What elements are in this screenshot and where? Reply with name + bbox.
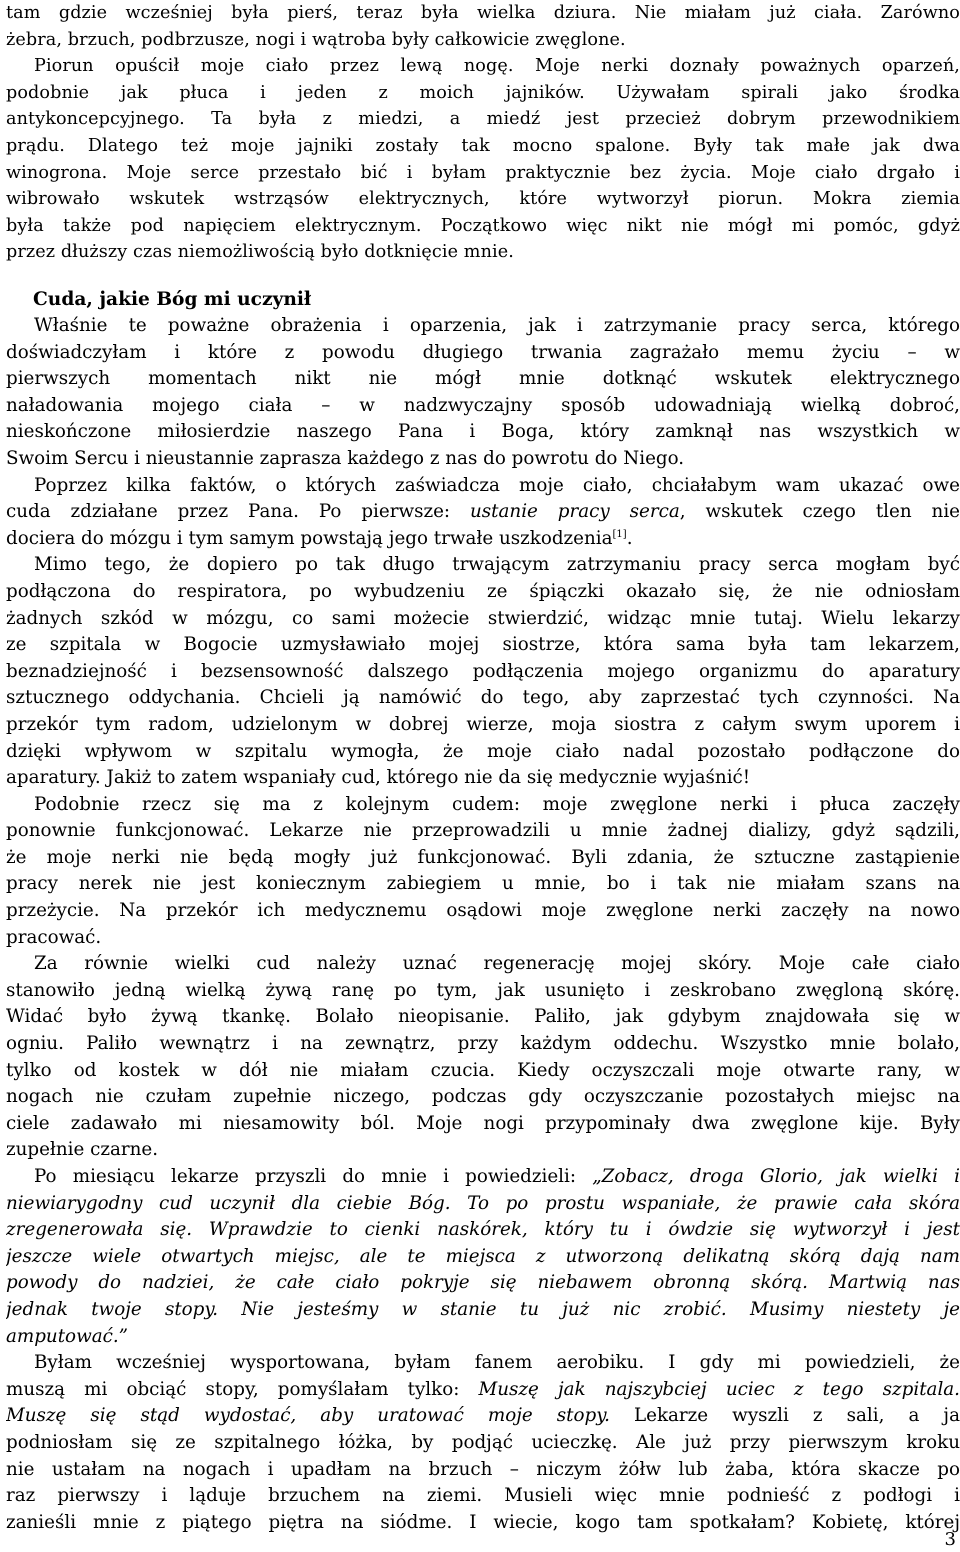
text-line [6,1297,960,1324]
text-line: tam gdzie wcześniej była pierś, teraz była wielka dziura. Nie miałam już ciała. Zarówno [6,3,960,23]
text-run: Po miesiącu lekarze przyszli do mnie i powiedzieli: [34,1166,577,1187]
text-line: Za równie wielki cud należy uznać regenerację mojej skóry. Moje całe ciało [34,953,960,975]
text-line [6,1217,960,1244]
text-line: Podobnie rzecz się ma z kolejnym cudem: moje zwęglone nerki i płuca zaczęły [34,793,960,815]
text-line: Swoim Sercu i nieustannie zaprasza każdego z nas do powrotu do Niego. [6,447,685,469]
text-line: przez dłuższy czas niemożliwością było dotknięcie mnie. [6,242,514,263]
text-line [6,526,960,553]
text-line: podniosłam się ze szpitalnego łóżka, by podjąć ucieczkę. Ale już przy pierwszym kroku [6,1431,960,1453]
section-heading: Cuda, jakie Bóg mi uczynił [33,289,312,310]
text-line: ze szpitala w Bogocie uzmysławiało mojej siostrze, która sama była tam lekarzem, [6,634,960,656]
text-line: tylko od kostek w dół nie miałam czucia. Kiedy oczyszczali moje otwarte rany, w [6,1059,960,1081]
text-run: muszą mi obciąć stopy, pomyślałam tylko: [6,1378,460,1400]
emphasis: amputować.” [6,1325,129,1347]
text-line: podobnie jak płuca i jeden z moich jajników. Używałam spirali jako środka [6,82,960,103]
section-body [6,313,960,1536]
emphasis: powody do nadziei, że całe ciało pokryje się niebawem obronną skórą. Martwią nas [6,1272,960,1294]
intro-paragraphs [6,0,960,266]
text-line [6,1403,960,1430]
text-line: zupełnie czarne. [6,1139,159,1161]
text-line: Widać było żywą tkankę. Bolało nieopisanie. Paliło, jak gdybym znajdowała się w [6,1006,960,1028]
text-line: naładowania mojego ciała – w nadzwyczajny sposób udowadniają wielką dobroć, [6,394,960,416]
text-line: żebra, brzuch, podbrzusze, nogi i wątroba były całkowicie zwęglone. [6,29,626,50]
footnote-reference[interactable]: [1] [612,528,627,540]
text-line [6,499,960,526]
text-line: Byłam wcześniej wysportowana, byłam fanem aerobiku. I gdy mi powiedzieli, że [34,1352,960,1374]
text-line: ogniu. Paliło wewnątrz i na zewnątrz, przy każdym oddechu. Wszystko mnie bolało, [6,1033,960,1055]
text-line: stanowiło jedną wielką żywą ranę po tym, jak usunięto i zeskrobano zwęgloną skórę. [6,979,960,1001]
text-line: zanieśli mnie z piątego piętra na siódme. I wiecie, kogo tam spotkałam? Kobietę, której [6,1511,960,1533]
text-line: Poprzez kilka faktów, o których zaświadcza moje ciało, chciałabym wam ukazać owe [34,474,960,496]
text-line: Właśnie te poważne obrażenia i oparzenia, jak i zatrzymanie pracy serca, którego [34,315,960,336]
text-line: ciele zadawało mi niesamowity ból. Moje nogi przypominały dwa zwęglone kije. Były [6,1112,960,1134]
text-run: Lekarze wyszli z sali, a ja [634,1405,960,1427]
text-line: wibrowało wskutek wstrząsów elektrycznych, które wytworzył piorun. Mokra ziemia [6,189,960,210]
text-line: Mimo tego, że dopiero po tak długo trwającym zatrzymaniu pracy serca mogłam być [34,554,960,576]
text-line: raz pierwszy i ląduje brzuchem na ziemi. Musieli więc mnie podnieść z podłogi i [6,1485,960,1507]
page-number: 3 [944,1529,956,1550]
emphasis: ustanie pracy serca [470,501,680,523]
text-run: dociera do mózgu i tym samym powstają jego trwałe uszkodzenia [6,527,613,549]
text-run: cuda zdziałane przez Pana. Po pierwsze: [6,501,451,523]
text-line: przekór tym radom, udzielonym w dobrej wierze, moja siostra z całym swym uporem i [6,713,960,735]
emphasis: niewiarygodny cud uczynił dla ciebie Bóg. To po prostu wspaniałe, że prawie cała skóra [6,1192,960,1214]
text-line: beznadziejność i bezsensowność dalszego podłączenia mojego organizmu do aparatury [6,660,960,682]
text-line: nie ustałam na nogach i upadłam na brzuch – niczym żółw lub żaba, która skacze po [6,1458,960,1480]
text-line: doświadczyłam i które z powodu długiego trwania zagrażało memu życiu – w [6,341,960,363]
text-line: pracować. [6,926,102,948]
text-line [6,1270,960,1297]
text-line [6,1191,960,1218]
text-line: winogrona. Moje serce przestało bić i byłam praktycznie bez życia. Moje ciało drgało i [6,162,960,183]
text-line: podłączona do respiratora, po wybudzeniu ze śpiączki okazało się, że nie odniosłam [6,580,960,602]
text-line [6,1377,960,1404]
text-line: dzięki wpływom w szpitalu wymogła, że moje ciało nadal pozostało podłączone do [6,740,960,762]
emphasis: jednak twoje stopy. Nie jesteśmy w stanie tu już nic zrobić. Musimy niestety je [6,1298,960,1320]
text-line: była także pod napięciem elektrycznym. Początkowo więc nikt nie mógł mi pomóc, gdyż [6,215,960,236]
text-line [6,1244,960,1271]
text-line: antykoncepcyjnego. Ta była z miedzi, a miedź jest przecież dobrym przewodnikiem [6,109,960,130]
text-run: . [626,527,633,549]
text-line: sztucznego oddychania. Chcieli ją namówić do tego, aby zaprzestać tych czynności. Na [6,687,960,709]
text-line [6,1324,960,1351]
text-line: przeżycie. Na przekór ich medycznemu osądowi moje zwęglone nerki zaczęły na nowo [6,900,960,922]
emphasis: Muszę się stąd wydostać, aby uratować moje stopy. [6,1405,610,1427]
text-run: , wskutek czego tlen nie [679,501,960,523]
text-line: pierwszych momentach nikt nie mógł mnie dotknąć wskutek elektrycznego [6,368,960,390]
emphasis: jeszcze wiele otwartych miejsc, ale te miejsca z utworzoną delikatną skórą dają nam [6,1245,960,1267]
emphasis: zregenerowała się. Wprawdzie to cienki naskórek, który tu i ówdzie się wytworzył i jest [6,1219,960,1241]
text-line: ponownie funkcjonować. Lekarze nie przeprowadzili u mnie żadnej dializy, gdyż sądzili, [6,820,960,842]
text-line: nieskończone miłosierdzie naszego Pana i Boga, który zamknął nas wszystkich w [6,421,960,443]
text-line: nogach nie czułam zupełnie niczego, podczas gdy oczyszczanie pozostałych miejsc na [6,1086,960,1108]
text-line: prądu. Dlatego też moje jajniki zostały tak mocno spalone. Były tak małe jak dwa [6,135,960,156]
text-line: żadnych szkód w mózgu, co sami możecie stwierdzić, widząc mnie tutaj. Wielu lekarzy [6,607,960,629]
text-line: pracy nerek nie jest koniecznym zabiegiem u mnie, bo i tak nie miałam szans na [6,873,960,895]
emphasis: Muszę jak najszybciej uciec z tego szpitala. [478,1378,960,1400]
text-line: Piorun opuścił moje ciało przez lewą nogę. Moje nerki doznały poważnych oparzeń, [34,56,960,77]
text-line: że moje nerki nie będą mogły już funkcjonować. Byli zdania, że sztuczne zastąpienie [6,846,960,868]
text-line: aparatury. Jakiż to zatem wspaniały cud, którego nie da się medycznie wyjaśnić! [6,767,751,789]
text-line [6,1164,960,1191]
emphasis: „Zobacz, droga Glorio, jak wielki i [592,1166,960,1187]
